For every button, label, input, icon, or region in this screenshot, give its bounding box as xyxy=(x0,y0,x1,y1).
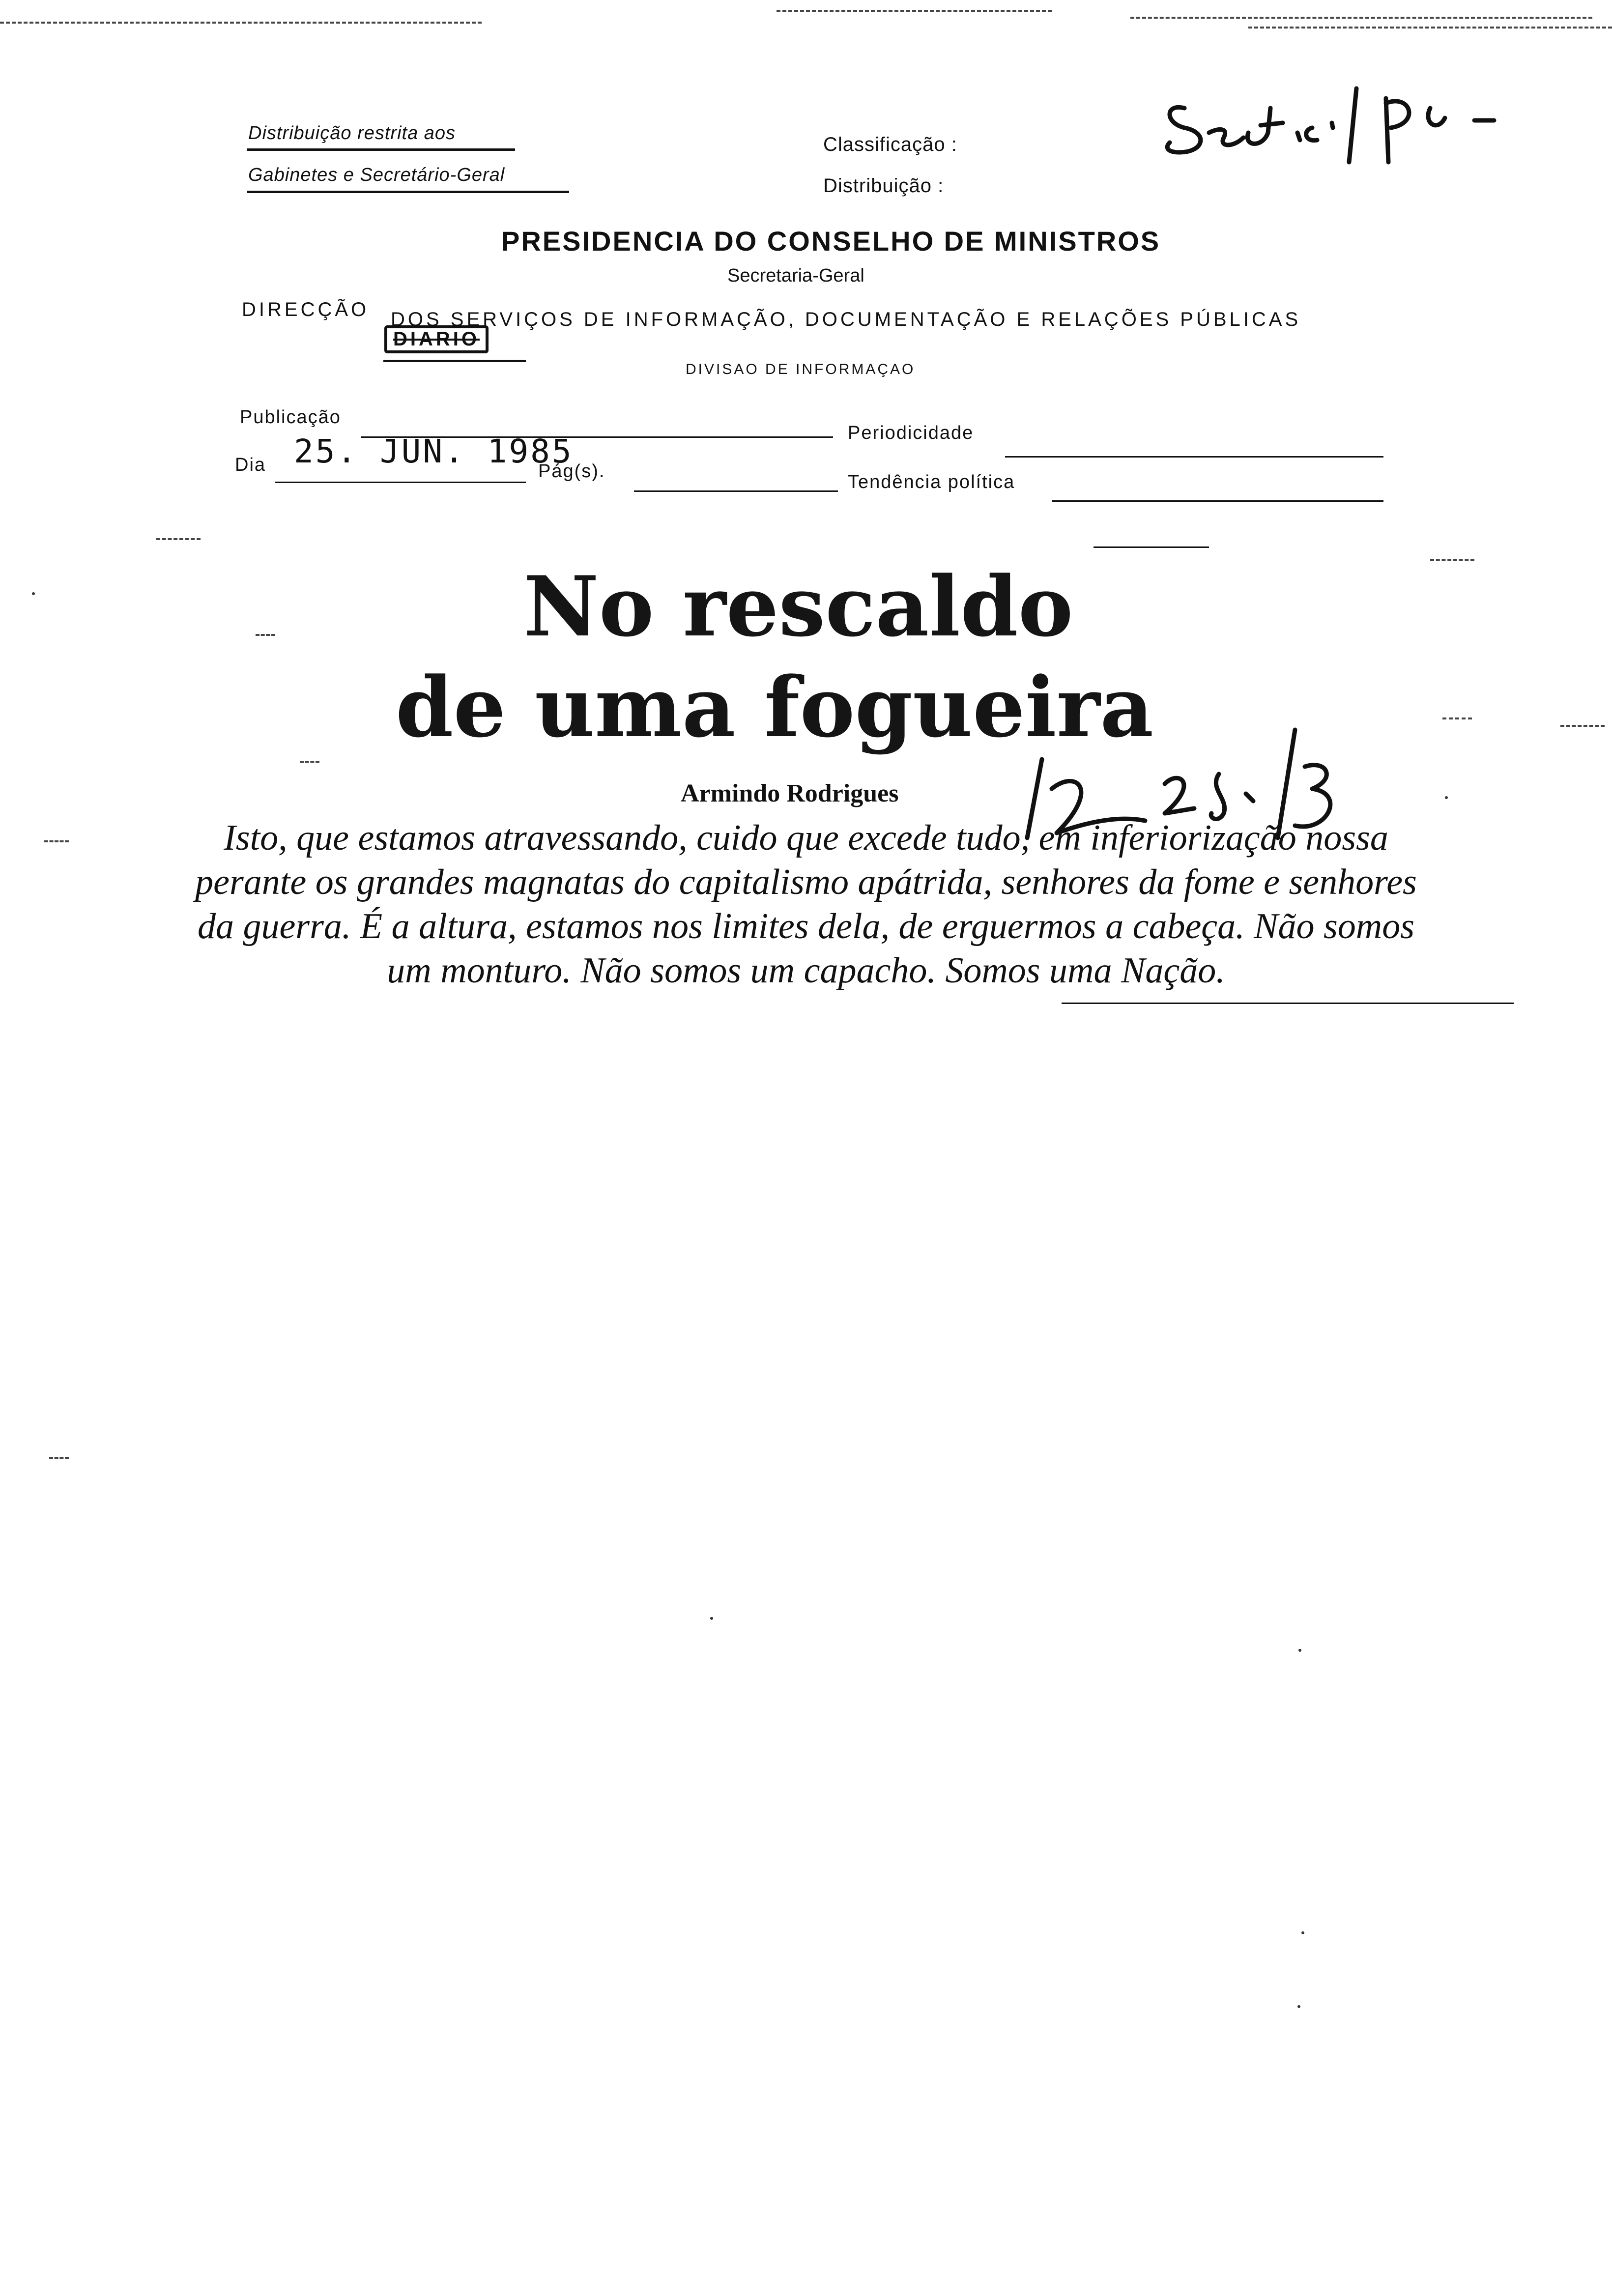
clipping-mark xyxy=(256,634,275,636)
secretariat-label: Secretaria-Geral xyxy=(727,265,864,286)
distribution-note-line2: Gabinetes e Secretário-Geral xyxy=(248,165,505,185)
clipping-mark xyxy=(1560,725,1605,727)
pages-line xyxy=(634,490,838,492)
publication-stamp: DIARIO xyxy=(384,325,489,353)
underline xyxy=(247,148,515,151)
speck xyxy=(1301,1931,1304,1934)
stamp-underline xyxy=(383,360,526,362)
clipping-mark xyxy=(1094,546,1209,548)
clipping-mark xyxy=(44,840,69,842)
clipping-mark xyxy=(156,538,201,540)
clipping-mark xyxy=(1442,718,1472,719)
day-label: Dia xyxy=(235,455,266,475)
article-title-line1: No rescaldo xyxy=(523,558,1073,655)
speck xyxy=(1298,1649,1301,1652)
clipping-mark xyxy=(300,761,319,763)
handwritten-reference-top xyxy=(1155,79,1509,177)
classification-label: Classificação : xyxy=(823,134,957,155)
speck xyxy=(32,592,35,595)
speck xyxy=(1297,2005,1300,2008)
presidency-heading: PRESIDENCIA DO CONSELHO DE MINISTROS xyxy=(501,226,1161,257)
periodicity-label: Periodicidade xyxy=(848,423,974,443)
article-body xyxy=(93,816,1519,993)
day-value: 25. JUN. 1985 xyxy=(294,432,574,470)
division-label: DIVISAO DE INFORMAÇAO xyxy=(686,361,916,377)
article-author: Armindo Rodrigues xyxy=(681,779,899,807)
clipping-mark xyxy=(1430,559,1474,561)
political-tendency-line xyxy=(1052,500,1383,502)
clipping-bottom-edge xyxy=(1062,1003,1514,1004)
distribution-note-line1: Distribuição restrita aos xyxy=(248,123,456,144)
publication-label: Publicação xyxy=(240,407,341,428)
scan-edge-mark xyxy=(1130,17,1592,19)
distribution-label: Distribuição : xyxy=(823,175,944,197)
body-line: perante os grandes magnatas do capitalismo apátrida, senhores da fome e senhores xyxy=(195,862,1417,902)
scan-edge-mark xyxy=(777,10,1052,12)
article-title-line2: de uma fogueira xyxy=(396,659,1154,756)
body-line: Isto, que estamos atravessando, cuido que excede tudo, em inferiorização nossa xyxy=(224,818,1388,858)
directorate-left: DIRECÇÃO xyxy=(242,299,370,320)
day-line xyxy=(275,482,526,483)
directorate-right: DOS SERVIÇOS DE INFORMAÇÃO, DOCUMENTAÇÃO E RELAÇÕES PÚBLICAS xyxy=(391,309,1301,330)
political-tendency-label: Tendência política xyxy=(848,472,1015,492)
pages-label: Pág(s). xyxy=(538,461,605,482)
scan-edge-mark xyxy=(0,22,482,24)
clipping-mark xyxy=(49,1457,69,1459)
body-line: um monturo. Não somos um capacho. Somos uma Nação. xyxy=(387,950,1225,991)
speck xyxy=(1445,796,1448,799)
speck xyxy=(710,1617,713,1620)
body-line: da guerra. É a altura, estamos nos limites dela, de erguermos a cabeça. Não somos xyxy=(197,906,1415,947)
scan-edge-mark xyxy=(1248,27,1612,29)
periodicity-line xyxy=(1005,456,1383,458)
underline xyxy=(247,191,569,193)
